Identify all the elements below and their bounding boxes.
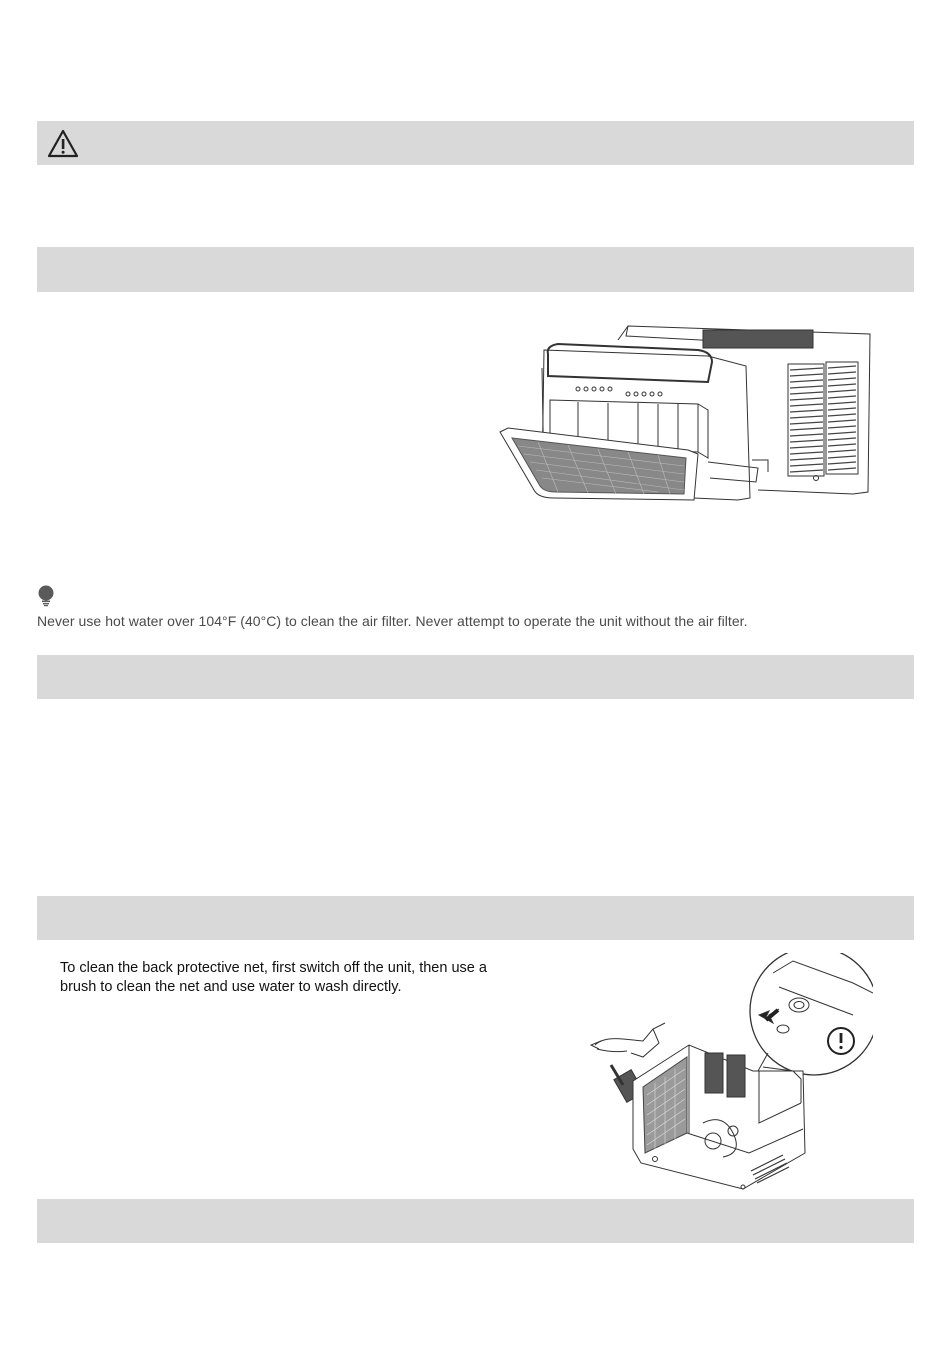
section-band-filter xyxy=(37,247,914,292)
back-net-cleaning-illustration xyxy=(583,953,873,1198)
warning-band xyxy=(37,121,914,165)
section-band-back-net xyxy=(37,896,914,940)
section-band-3 xyxy=(37,655,914,699)
warning-triangle-icon xyxy=(47,129,79,159)
note-text: Never use hot water over 104°F (40°C) to clean the air filter. Never attempt to operate the unit without the air filter. xyxy=(37,613,748,629)
section-band-5 xyxy=(37,1199,914,1243)
lightbulb-icon xyxy=(37,585,55,607)
air-conditioner-front-panel-open-illustration xyxy=(498,322,878,507)
back-net-instruction: To clean the back protective net, first switch off the unit, then use a brush to clean the net and use water to wash directly. xyxy=(60,960,487,995)
